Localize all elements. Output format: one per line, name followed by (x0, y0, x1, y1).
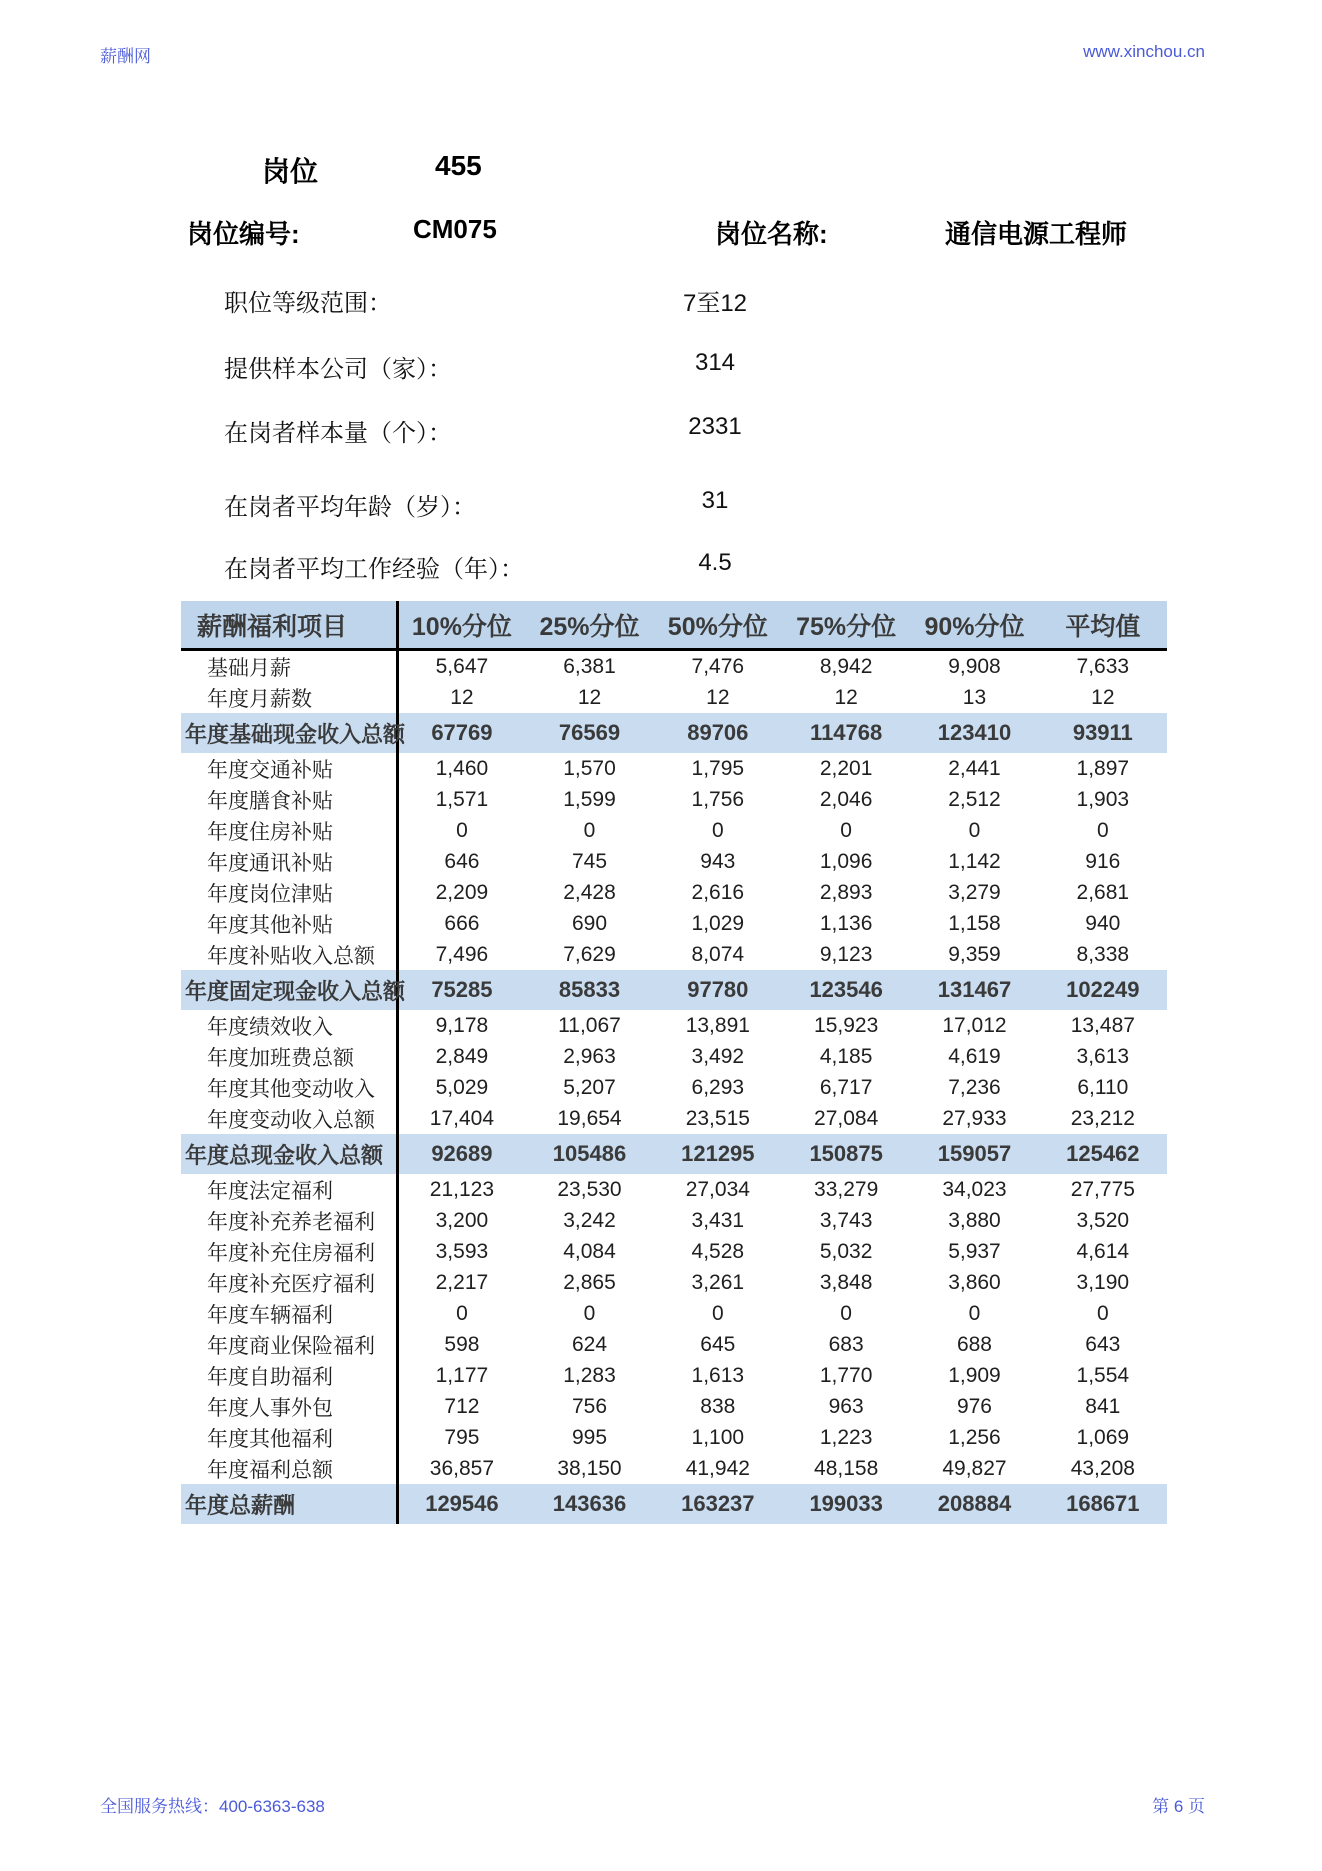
cell-value: 745 (571, 849, 608, 873)
cell-value: 38,150 (557, 1456, 622, 1480)
table-row (181, 1298, 1167, 1329)
cell-value: 7,476 (691, 654, 745, 678)
cell-value: 690 (571, 911, 608, 935)
field-label-grade-range: 职位等级范围： (224, 290, 392, 317)
cell-value: 9,178 (435, 1013, 489, 1037)
table-row (181, 1484, 1167, 1524)
table-row (181, 1041, 1167, 1072)
row-label: 年度其他补贴 (181, 908, 397, 939)
cell-value: 3,860 (948, 1270, 1001, 1294)
row-label: 年度自助福利 (181, 1360, 397, 1391)
col-header-average: 平均值 (1039, 601, 1167, 650)
cell-value: 150875 (782, 1134, 910, 1174)
cell-value: 6,717 (819, 1075, 873, 1099)
table-row (181, 1453, 1167, 1484)
cell-value: 0 (840, 818, 852, 842)
table-row (181, 939, 1167, 970)
row-label: 年度变动收入总额 (181, 1103, 397, 1134)
cell-value: 6,110 (1077, 1075, 1129, 1099)
table-row (181, 1103, 1167, 1134)
cell-value: 0 (456, 818, 468, 842)
table-row (181, 650, 1167, 683)
field-value-average-experience: 4.5 (698, 549, 732, 576)
cell-value: 93911 (1039, 713, 1167, 753)
row-label: 年度车辆福利 (181, 1298, 397, 1329)
cell-value: 7,236 (948, 1075, 1001, 1099)
cell-value: 92689 (397, 1134, 525, 1174)
cell-value: 168671 (1039, 1484, 1167, 1524)
cell-value: 1,897 (1076, 756, 1130, 780)
cell-value: 2,201 (819, 756, 873, 780)
cell-value: 67769 (397, 713, 525, 753)
row-label: 年度膳食补贴 (181, 784, 397, 815)
cell-value: 8,074 (691, 942, 745, 966)
cell-value: 3,492 (691, 1044, 745, 1068)
table-row (181, 1134, 1167, 1174)
cell-value: 13,487 (1070, 1013, 1135, 1037)
cell-value: 3,848 (819, 1270, 873, 1294)
cell-value: 9,359 (948, 942, 1001, 966)
cell-value: 2,893 (819, 880, 873, 904)
cell-value: 1,460 (435, 756, 489, 780)
cell-value: 3,880 (948, 1208, 1001, 1232)
cell-value: 5,647 (435, 654, 489, 678)
job-name-label: 岗位名称: (715, 219, 828, 249)
footer-bar (100, 1792, 1205, 1817)
cell-value: 34,023 (942, 1177, 1007, 1201)
cell-value: 159057 (910, 1134, 1038, 1174)
cell-value: 15,923 (814, 1013, 879, 1037)
cell-value: 12 (450, 685, 474, 709)
cell-value: 2,616 (691, 880, 745, 904)
service-hotline: 全国服务热线：400-6363-638 (100, 1797, 325, 1816)
row-label: 年度基础现金收入总额 (181, 713, 397, 753)
row-label: 年度固定现金收入总额 (181, 970, 397, 1010)
cell-value: 27,084 (814, 1106, 879, 1130)
cell-value: 23,530 (557, 1177, 622, 1201)
cell-value: 7,629 (563, 942, 616, 966)
cell-value: 3,613 (1076, 1044, 1130, 1068)
cell-value: 645 (700, 1332, 736, 1356)
cell-value: 8,338 (1076, 942, 1130, 966)
cell-value: 683 (828, 1332, 864, 1356)
cell-value: 1,136 (819, 911, 873, 935)
salary-table-body (181, 650, 1167, 1525)
cell-value: 12 (577, 685, 602, 709)
cell-value: 2,441 (948, 756, 1001, 780)
table-row (181, 815, 1167, 846)
cell-value: 0 (968, 1301, 981, 1325)
cell-value: 646 (444, 849, 480, 873)
field-value-sample-size: 2331 (688, 413, 742, 440)
cell-value: 7,496 (435, 942, 489, 966)
col-header-p90: 90%分位 (910, 601, 1038, 650)
col-header-p75: 75%分位 (782, 601, 910, 650)
cell-value: 23,212 (1070, 1106, 1135, 1130)
cell-value: 916 (1085, 849, 1121, 873)
table-row (181, 1360, 1167, 1391)
cell-value: 3,279 (948, 880, 1001, 904)
cell-value: 3,242 (563, 1208, 616, 1232)
col-header-p25: 25%分位 (525, 601, 653, 650)
cell-value: 105486 (525, 1134, 653, 1174)
cell-value: 3,200 (435, 1208, 489, 1232)
cell-value: 4,614 (1076, 1239, 1130, 1263)
cell-value: 5,032 (819, 1239, 873, 1263)
row-label: 年度绩效收入 (181, 1010, 397, 1041)
job-name-value: 通信电源工程师 (945, 219, 1128, 249)
cell-value: 5,937 (948, 1239, 1001, 1263)
cell-value: 666 (444, 911, 480, 935)
cell-value: 0 (1096, 818, 1109, 842)
cell-value: 36,857 (429, 1456, 495, 1480)
table-row (181, 713, 1167, 753)
cell-value: 27,775 (1070, 1177, 1135, 1201)
cell-value: 163237 (654, 1484, 782, 1524)
cell-value: 11,067 (558, 1013, 621, 1037)
cell-value: 1,599 (563, 787, 616, 811)
col-header-item: 薪酬福利项目 (181, 601, 397, 650)
cell-value: 123410 (910, 713, 1038, 753)
cell-value: 125462 (1039, 1134, 1167, 1174)
cell-value: 940 (1085, 911, 1121, 935)
cell-value: 1,554 (1076, 1363, 1130, 1387)
cell-value: 97780 (654, 970, 782, 1010)
cell-value: 3,520 (1076, 1208, 1130, 1232)
cell-value: 7,633 (1076, 654, 1130, 678)
table-row (181, 1174, 1167, 1205)
table-row (181, 753, 1167, 784)
cell-value: 0 (456, 1301, 468, 1325)
cell-value: 41,942 (685, 1456, 750, 1480)
table-row (181, 970, 1167, 1010)
table-row (181, 1422, 1167, 1453)
field-label-average-experience: 在岗者平均工作经验（年）： (224, 556, 524, 583)
cell-value: 1,096 (819, 849, 873, 873)
cell-value: 76569 (525, 713, 653, 753)
cell-value: 1,158 (948, 911, 1001, 935)
cell-value: 2,512 (948, 787, 1001, 811)
cell-value: 838 (700, 1394, 736, 1418)
field-label-average-age: 在岗者平均年龄（岁）： (224, 494, 476, 521)
cell-value: 643 (1085, 1332, 1121, 1356)
cell-value: 9,908 (948, 654, 1001, 678)
row-label: 年度补充医疗福利 (181, 1267, 397, 1298)
cell-value: 1,283 (563, 1363, 616, 1387)
cell-value: 0 (711, 818, 724, 842)
cell-value: 943 (700, 849, 736, 873)
table-row (181, 877, 1167, 908)
cell-value: 2,681 (1076, 880, 1130, 904)
row-label: 年度其他变动收入 (181, 1072, 397, 1103)
cell-value: 0 (711, 1301, 724, 1325)
cell-value: 143636 (525, 1484, 653, 1524)
cell-value: 13,891 (685, 1013, 750, 1037)
cell-value: 102249 (1039, 970, 1167, 1010)
cell-value: 1,029 (691, 911, 745, 935)
cell-value: 4,084 (563, 1239, 616, 1263)
cell-value: 9,123 (819, 942, 873, 966)
job-section-value: 455 (435, 150, 482, 181)
cell-value: 2,849 (435, 1044, 489, 1068)
row-label: 年度其他福利 (181, 1422, 397, 1453)
cell-value: 3,190 (1076, 1270, 1130, 1294)
cell-value: 1,795 (691, 756, 745, 780)
cell-value: 19,654 (557, 1106, 622, 1130)
cell-value: 3,593 (435, 1239, 489, 1263)
row-label: 年度加班费总额 (181, 1041, 397, 1072)
row-label: 年度岗位津贴 (181, 877, 397, 908)
cell-value: 0 (583, 818, 596, 842)
cell-value: 129546 (397, 1484, 525, 1524)
cell-value: 2,217 (435, 1270, 489, 1294)
row-label: 年度法定福利 (181, 1174, 397, 1205)
cell-value: 43,208 (1070, 1456, 1135, 1480)
salary-table (181, 601, 1167, 1524)
table-row (181, 784, 1167, 815)
cell-value: 712 (444, 1394, 480, 1418)
top-bar (100, 42, 1205, 67)
row-label: 基础月薪 (181, 650, 397, 683)
cell-value: 199033 (782, 1484, 910, 1524)
site-url: www.xinchou.cn (1083, 42, 1205, 61)
table-row (181, 1267, 1167, 1298)
cell-value: 131467 (910, 970, 1038, 1010)
cell-value: 963 (828, 1394, 864, 1418)
cell-value: 3,261 (691, 1270, 745, 1294)
cell-value: 1,571 (435, 787, 489, 811)
cell-value: 6,381 (563, 654, 616, 678)
cell-value: 976 (956, 1394, 992, 1418)
cell-value: 17,404 (429, 1106, 495, 1130)
job-code-label: 岗位编号: (187, 219, 300, 249)
cell-value: 1,570 (563, 756, 616, 780)
cell-value: 756 (571, 1394, 608, 1418)
cell-value: 2,046 (819, 787, 873, 811)
cell-value: 0 (1096, 1301, 1109, 1325)
table-row (181, 682, 1167, 713)
cell-value: 5,207 (563, 1075, 616, 1099)
row-label: 年度福利总额 (181, 1453, 397, 1484)
cell-value: 208884 (910, 1484, 1038, 1524)
row-label: 年度补贴收入总额 (181, 939, 397, 970)
job-code-value: CM075 (413, 214, 497, 244)
row-label: 年度交通补贴 (181, 753, 397, 784)
cell-value: 624 (571, 1332, 608, 1356)
cell-value: 3,743 (819, 1208, 873, 1232)
cell-value: 4,528 (691, 1239, 745, 1263)
brand-logo-text: 薪酬网 (100, 47, 151, 66)
field-value-sample-companies: 314 (694, 349, 736, 376)
cell-value: 0 (840, 1301, 852, 1325)
cell-value: 23,515 (685, 1106, 750, 1130)
cell-value: 48,158 (814, 1456, 879, 1480)
cell-value: 49,827 (942, 1456, 1007, 1480)
cell-value: 1,100 (691, 1425, 745, 1449)
cell-value: 1,903 (1076, 787, 1130, 811)
row-label: 年度月薪数 (181, 682, 397, 713)
row-label: 年度商业保险福利 (181, 1329, 397, 1360)
cell-value: 1,177 (435, 1363, 489, 1387)
table-row (181, 1236, 1167, 1267)
cell-value: 12 (834, 685, 858, 709)
row-label: 年度人事外包 (181, 1391, 397, 1422)
cell-value: 1,069 (1076, 1425, 1130, 1449)
cell-value: 75285 (397, 970, 525, 1010)
row-label: 年度总现金收入总额 (181, 1134, 397, 1174)
cell-value: 33,279 (814, 1177, 879, 1201)
field-label-sample-companies: 提供样本公司（家）： (224, 356, 452, 383)
cell-value: 2,428 (563, 880, 616, 904)
cell-value: 598 (444, 1332, 480, 1356)
cell-value: 1,142 (948, 849, 1001, 873)
cell-value: 12 (1091, 685, 1115, 709)
cell-value: 6,293 (691, 1075, 745, 1099)
cell-value: 2,865 (563, 1270, 616, 1294)
cell-value: 17,012 (942, 1013, 1007, 1037)
cell-value: 27,933 (942, 1106, 1007, 1130)
cell-value: 4,619 (948, 1044, 1001, 1068)
cell-value: 795 (444, 1425, 480, 1449)
row-label: 年度住房补贴 (181, 815, 397, 846)
cell-value: 1,909 (948, 1363, 1001, 1387)
cell-value: 995 (571, 1425, 608, 1449)
table-row (181, 1072, 1167, 1103)
row-label: 年度通讯补贴 (181, 846, 397, 877)
cell-value: 0 (968, 818, 981, 842)
field-value-grade-range: 7至12 (682, 290, 748, 317)
cell-value: 4,185 (819, 1044, 873, 1068)
cell-value: 123546 (782, 970, 910, 1010)
cell-value: 114768 (782, 713, 910, 753)
cell-value: 2,963 (563, 1044, 616, 1068)
cell-value: 1,223 (819, 1425, 873, 1449)
cell-value: 13 (962, 685, 987, 709)
cell-value: 121295 (654, 1134, 782, 1174)
table-row (181, 846, 1167, 877)
col-header-p10: 10%分位 (397, 601, 525, 650)
cell-value: 21,123 (429, 1177, 495, 1201)
cell-value: 688 (956, 1332, 992, 1356)
cell-value: 841 (1085, 1394, 1121, 1418)
cell-value: 89706 (654, 713, 782, 753)
job-section-label: 岗位 (262, 156, 319, 187)
cell-value: 85833 (525, 970, 653, 1010)
cell-value: 1,256 (948, 1425, 1001, 1449)
field-value-average-age: 31 (701, 487, 729, 514)
table-row (181, 1329, 1167, 1360)
cell-value: 0 (583, 1301, 596, 1325)
cell-value: 1,770 (819, 1363, 873, 1387)
cell-value: 3,431 (691, 1208, 745, 1232)
page-number: 第 6 页 (1152, 1797, 1205, 1816)
col-header-p50: 50%分位 (654, 601, 782, 650)
table-row (181, 1205, 1167, 1236)
table-row (181, 1010, 1167, 1041)
table-row (181, 908, 1167, 939)
field-label-sample-size: 在岗者样本量（个）： (224, 420, 452, 447)
table-header-row (181, 601, 1167, 650)
table-row (181, 1391, 1167, 1422)
cell-value: 5,029 (435, 1075, 489, 1099)
cell-value: 12 (706, 685, 730, 709)
row-label: 年度总薪酬 (181, 1484, 397, 1524)
cell-value: 1,613 (691, 1363, 745, 1387)
cell-value: 8,942 (819, 654, 873, 678)
cell-value: 2,209 (435, 880, 489, 904)
cell-value: 1,756 (691, 787, 745, 811)
row-label: 年度补充住房福利 (181, 1236, 397, 1267)
row-label: 年度补充养老福利 (181, 1205, 397, 1236)
cell-value: 27,034 (685, 1177, 750, 1201)
